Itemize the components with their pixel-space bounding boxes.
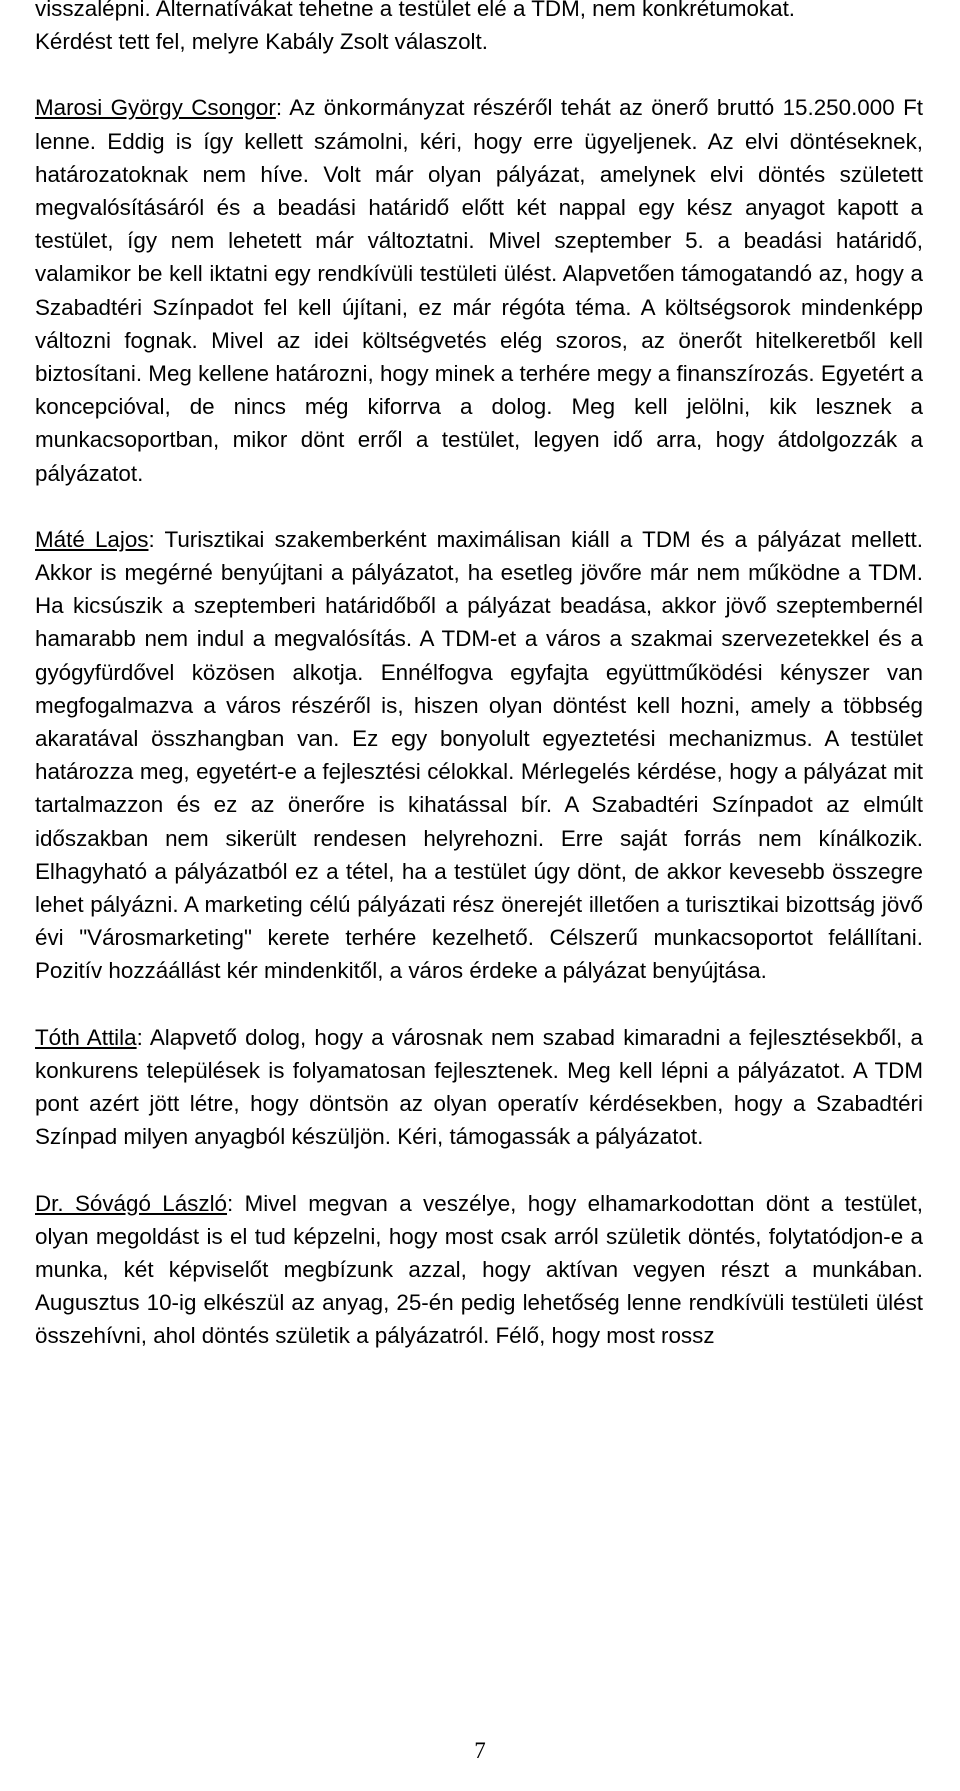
paragraph-marosi bbox=[35, 91, 923, 489]
paragraph-text: : Mivel megvan a veszélye, hogy elhamarkodottan dönt a testület, olyan megoldást is el tud képzelni, hogy most csak arról születik döntés, folytatódjon-e a munka, két képviselőt megbízunk azzal, hogy aktívan vegyen részt a munkában. Augusztus 10-ig elkészül az anyag, 25-én pedig lehetőség lenne rendkívüli testületi ülést összehívni, ahol döntés születik a pályázatról. Félő, hogy most rossz bbox=[35, 1190, 923, 1349]
paragraph-text: : Alapvető dolog, hogy a városnak nem szabad kimaradni a fejlesztésekből, a konkurens települések is folyamatosan fejlesztenek. Meg kell lépni a pályázatot. A TDM pont azért jött létre, hogy döntsön az olyan operatív kérdésekben, hogy a Szabadtéri Színpad milyen anyagból készüljön. Kéri, támogassák a pályázatot. bbox=[35, 1024, 923, 1150]
paragraph-mate bbox=[35, 523, 923, 988]
paragraph-text: : Turisztikai szakemberként maximálisan kiáll a TDM és a pályázat mellett. Akkor is megérné benyújtani a pályázatot, ha esetleg jövőre már nem működne a TDM. Ha kicsúszik a szeptemberi határidőből a pályázat beadása, akkor jövő szeptembernél hamarabb nem indul a megvalósítás. A TDM-et a város a szakmai szervezetekkel és a gyógyfürdővel közösen alkotja. Ennélfogva egyfajta együttműködési kényszer van megfogalmazva a város részéről is, hiszen olyan döntést kell hozni, amely a többség akaratával összhangban van. Ez egy bonyolult egyeztetési mechanizmus. A testület határozza meg, egyetért-e a fejlesztési célokkal. Mérlegelés kérdése, hogy a pályázat mit tartalmazzon és ez az önerőre is kihatással bír. A Szabadtéri Színpadot az elmúlt időszakban nem sikerült rendesen helyrehozni. Erre saját forrás nem kínálkozik. Elhagyható a pályázatból ez a tétel, ha a testület úgy dönt, de akkor kevesebb összegre lehet pályázni. A marketing célú pályázati rész önerejét illetően a turisztikai bizottság jövő évi "Városmarketing" kerete terhére kezelhető. Célszerű munkacsoportot felállítani. Pozitív hozzáállást kér mindenkitől, a város érdeke a pályázat benyújtása. bbox=[35, 526, 923, 984]
paragraph-toth bbox=[35, 1021, 923, 1154]
intro-line: Kérdést tett fel, melyre Kabály Zsolt válaszolt. bbox=[35, 29, 488, 55]
intro-line: visszalépni. Alternatívákat tehetne a testület elé a TDM, nem konkrétumokat. bbox=[35, 0, 796, 21]
speaker-name: Marosi György Csongor bbox=[35, 95, 276, 121]
speaker-name: Tóth Attila bbox=[35, 1024, 137, 1050]
page-number: 7 bbox=[474, 1738, 486, 1763]
speaker-name: Dr. Sóvágó László bbox=[35, 1190, 228, 1216]
speaker-name: Máté Lajos bbox=[35, 526, 149, 552]
document-body bbox=[35, 0, 923, 1353]
paragraph-text: : Az önkormányzat részéről tehát az önerő bruttó 15.250.000 Ft lenne. Eddig is így kellett számolni, kéri, hogy erre ügyeljenek. Az elvi döntéseknek, határozatoknak nem híve. Volt már olyan pályázat, amelynek elvi döntés született megvalósításáról és a beadási határidő előtt két nappal egy kész anyagot kapott a testület, így nem lehetett már változtatni. Mivel szeptember 5. a beadási határidő, valamikor be kell iktatni egy rendkívüli testületi ülést. Alapvetően támogatandó az, hogy a Szabadtéri Színpadot fel kell újítani, ez már régóta téma. A költségsorok mindenképp változni fognak. Mivel az idei költségvetés elég szoros, az önerőt hitelkeretből kell biztosítani. Meg kellene határozni, hogy minek a terhére megy a finanszírozás. Egyetért a koncepcióval, de nincs még kiforrva a dolog. Meg kell jelölni, kik lesznek a munkacsoportban, mikor dönt erről a testület, legyen idő arra, hogy átdolgozzák a pályázatot. bbox=[35, 95, 923, 486]
paragraph-sovago bbox=[35, 1187, 923, 1353]
